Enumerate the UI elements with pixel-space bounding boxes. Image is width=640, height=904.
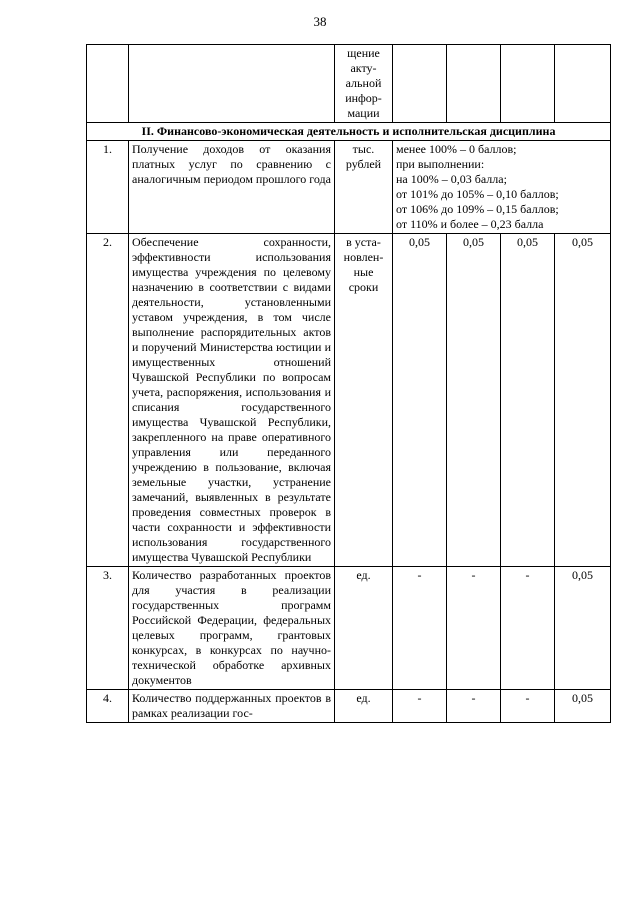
value-cell: 0,05 bbox=[555, 690, 611, 723]
value-cell: 0,05 bbox=[555, 234, 611, 567]
unit-line: в уста- bbox=[346, 235, 381, 249]
unit-line: тыс. bbox=[352, 142, 375, 156]
value-cell bbox=[447, 45, 501, 123]
criterion-description: Обеспечение сохранности, эффективности использования имущества учреждения по целевому назначению в соответствии с видами деятельности, установленными уставом учреждения, в том числе выполнение распорядительных актов и поручений Министерства юстиции и имущественных отношений Чувашской Республики по вопросам учета, распоряжения, использования и списания государственного имущества Чувашской Республики, закрепленного на праве оперативного управления или переданного учреждению в пользование, включая земельные участки, устранение замечаний, выявленных в результате проведения совместных проверок в части сохранности и эффективности использования государственного имущества Чувашской Республики bbox=[129, 234, 335, 567]
value-cell bbox=[555, 45, 611, 123]
value-cell: 0,05 bbox=[447, 234, 501, 567]
desc-cell bbox=[129, 45, 335, 123]
criteria-table bbox=[86, 44, 611, 723]
unit-cell bbox=[335, 141, 393, 234]
unit-line: новлен- bbox=[343, 250, 384, 264]
unit-line: акту- bbox=[350, 61, 377, 75]
scale-line: менее 100% – 0 баллов; bbox=[396, 142, 517, 156]
unit-line: рублей bbox=[345, 157, 382, 171]
unit-line: ные bbox=[353, 265, 374, 279]
criterion-description: Количество поддержанных проектов в рамках реализации гос- bbox=[129, 690, 335, 723]
scale-line: на 100% – 0,03 балла; bbox=[396, 172, 507, 186]
value-cell: - bbox=[447, 690, 501, 723]
unit-line: альной bbox=[345, 76, 382, 90]
row-number: 2. bbox=[87, 234, 129, 567]
table-row bbox=[87, 141, 611, 234]
value-cell: - bbox=[393, 567, 447, 690]
unit-line: мации bbox=[347, 106, 380, 120]
scale-line: при выполнении: bbox=[396, 157, 485, 171]
scale-line: от 101% до 105% – 0,10 баллов; bbox=[396, 187, 559, 201]
unit-line: инфор- bbox=[345, 91, 382, 105]
value-cell: - bbox=[447, 567, 501, 690]
value-cell: - bbox=[501, 690, 555, 723]
unit-cell bbox=[335, 234, 393, 567]
score-scale bbox=[393, 141, 611, 234]
value-cell bbox=[501, 45, 555, 123]
table-row bbox=[87, 234, 611, 567]
criterion-description: Получение доходов от оказания платных услуг по сравнению с аналогичным периодом прошлого года bbox=[129, 141, 335, 234]
row-number: 1. bbox=[87, 141, 129, 234]
value-cell: - bbox=[501, 567, 555, 690]
page-number: 38 bbox=[313, 14, 327, 29]
unit-cell: ед. bbox=[335, 690, 393, 723]
unit-cell: ед. bbox=[335, 567, 393, 690]
value-cell bbox=[393, 45, 447, 123]
value-cell: 0,05 bbox=[501, 234, 555, 567]
scale-line: от 110% и более – 0,23 балла bbox=[396, 217, 544, 231]
unit-line: сроки bbox=[348, 280, 379, 294]
unit-cell bbox=[335, 45, 393, 123]
unit-line: щение bbox=[347, 46, 380, 60]
row-number: 3. bbox=[87, 567, 129, 690]
section-title: II. Финансово-экономическая деятельность и исполнительская дисциплина bbox=[87, 123, 611, 141]
table-row bbox=[87, 567, 611, 690]
section-header-row bbox=[87, 123, 611, 141]
criterion-description: Количество разработанных проектов для участия в реализации государственных программ Российской Федерации, федеральных целевых программ, грантовых конкурсах, в конкурсах по научно-технической обработке архивных документов bbox=[129, 567, 335, 690]
scale-line: от 106% до 109% – 0,15 баллов; bbox=[396, 202, 559, 216]
table-row bbox=[87, 690, 611, 723]
table-row-continued bbox=[87, 45, 611, 123]
num-cell bbox=[87, 45, 129, 123]
value-cell: - bbox=[393, 690, 447, 723]
row-number: 4. bbox=[87, 690, 129, 723]
value-cell: 0,05 bbox=[555, 567, 611, 690]
value-cell: 0,05 bbox=[393, 234, 447, 567]
